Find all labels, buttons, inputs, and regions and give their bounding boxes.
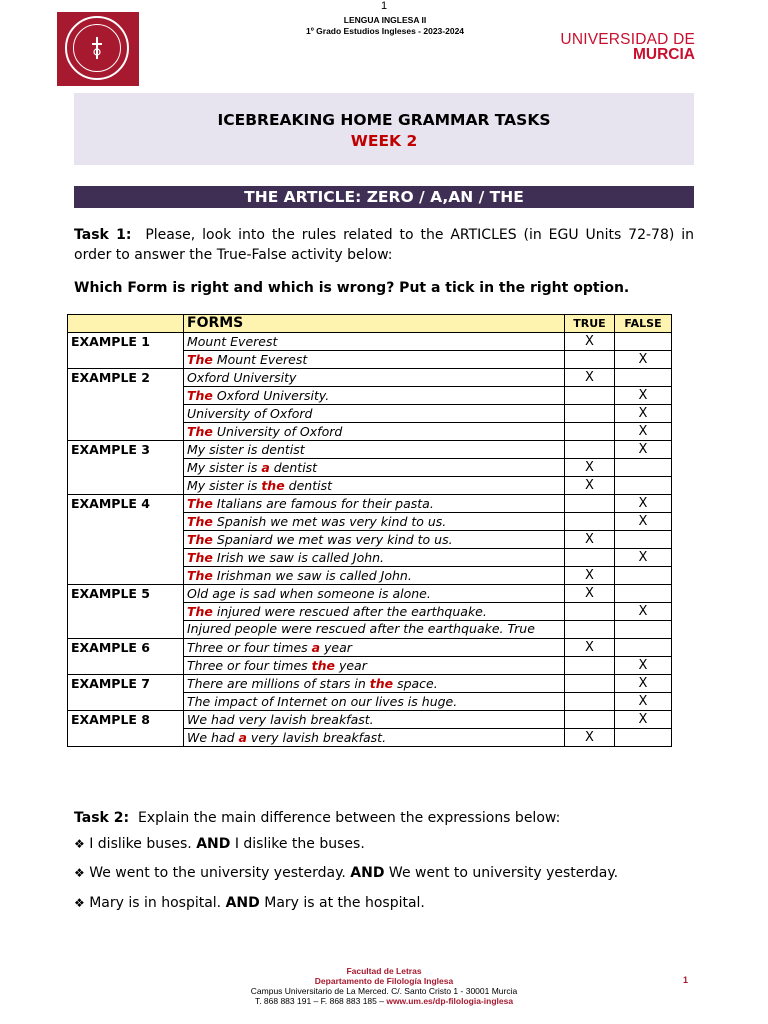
item-2-a: We went to the university yesterday. [89,865,346,881]
task1-question: Which Form is right and which is wrong? Put a tick in the right option. [74,280,630,296]
form-cell [184,459,565,477]
false-mark-cell[interactable]: X [615,423,672,441]
true-mark-cell[interactable] [565,423,615,441]
article-highlight: the [311,658,335,673]
header-true: TRUE [565,315,615,333]
form-text: We had very lavish breakfast. [187,712,374,727]
example-label: EXAMPLE 5 [68,585,184,639]
table-row [68,369,672,387]
item-1-a: I dislike buses. [89,836,192,852]
true-mark-cell[interactable] [565,405,615,423]
form-text: The impact of Internet on our lives is huge. [187,694,458,709]
item-3-and: AND [225,895,260,911]
form-text: We had [187,730,239,745]
example-label: EXAMPLE 7 [68,675,184,711]
task2-item-2 [74,863,694,883]
article-highlight: the [261,478,285,493]
form-cell [184,657,565,675]
form-cell [184,351,565,369]
false-mark-cell[interactable] [615,639,672,657]
task2-paragraph [74,808,694,828]
form-text: Three or four times [187,658,312,673]
form-cell [184,639,565,657]
form-text: Mount Everest [187,334,278,349]
form-cell [184,513,565,531]
form-text: My sister is [187,460,262,475]
task2-item-3 [74,893,694,913]
seal-emblem-icon [90,36,104,60]
item-3-a: Mary is in hospital. [89,895,222,911]
item-3-b: Mary is at the hospital. [264,895,425,911]
form-cell [184,495,565,513]
form-text: year [334,658,367,673]
article-highlight: The [187,550,213,565]
true-mark-cell[interactable]: X [565,531,615,549]
form-text: Oxford University. [212,388,330,403]
false-mark-cell[interactable]: X [615,351,672,369]
header-empty-cell [68,315,184,333]
form-cell [184,693,565,711]
false-mark-cell[interactable]: X [615,495,672,513]
false-mark-cell[interactable] [615,333,672,351]
false-mark-cell[interactable]: X [615,513,672,531]
true-mark-cell[interactable]: X [565,585,615,603]
form-text: very lavish breakfast. [246,730,387,745]
table-header-row [68,315,672,333]
true-mark-cell[interactable] [565,549,615,567]
false-mark-cell[interactable] [615,567,672,585]
table-row [68,495,672,513]
true-mark-cell[interactable] [565,351,615,369]
footer-website-link[interactable]: www.um.es/dp-filologia-inglesa [386,996,514,1006]
form-cell [184,549,565,567]
true-mark-cell[interactable] [565,693,615,711]
false-mark-cell[interactable] [615,477,672,495]
true-mark-cell[interactable] [565,495,615,513]
article-highlight: The [187,424,213,439]
table-row [68,639,672,657]
form-text: University of Oxford [212,424,343,439]
false-mark-cell[interactable]: X [615,441,672,459]
form-cell [184,711,565,729]
footer-address: Campus Universitario de La Merced. C/. Santo Cristo 1 - 30001 Murcia [250,986,518,996]
false-mark-cell[interactable]: X [615,693,672,711]
true-mark-cell[interactable] [565,441,615,459]
table-row [68,333,672,351]
example-label: EXAMPLE 8 [68,711,184,747]
table-row [68,585,672,603]
false-mark-cell[interactable]: X [615,603,672,621]
article-highlight: The [187,388,213,403]
form-text: Irish we saw is called John. [212,550,385,565]
article-highlight: The [187,568,213,583]
true-mark-cell[interactable]: X [565,477,615,495]
task1-text: Please, look into the rules related to the ARTICLES (in EGU Units 72-78) in order to answer the True-False activity below: [74,227,694,263]
task2-text: Explain the main difference between the expressions below: [137,810,561,826]
true-mark-cell[interactable] [565,621,615,639]
article-highlight: The [187,496,213,511]
example-label: EXAMPLE 6 [68,639,184,675]
true-mark-cell[interactable]: X [565,639,615,657]
article-highlight: a [311,640,321,655]
form-text: year [320,640,352,655]
form-cell [184,729,565,747]
footer-contact [0,996,768,1006]
article-highlight: The [187,514,213,529]
form-cell [184,621,565,639]
page-number-bottom: 1 [683,975,689,985]
task2-item-1 [74,834,694,854]
true-mark-cell[interactable] [565,387,615,405]
bullet-icon: ❖ [74,837,85,851]
form-text: Old age is sad when someone is alone. [187,586,431,601]
false-mark-cell[interactable]: X [615,675,672,693]
form-cell [184,405,565,423]
true-mark-cell[interactable]: X [565,369,615,387]
bullet-icon: ❖ [74,866,85,880]
form-cell [184,369,565,387]
course-name: LENGUA INGLESA II [343,15,427,25]
table-row [68,675,672,693]
form-text: Oxford University [187,370,297,385]
form-text: My sister is [187,478,262,493]
false-mark-cell[interactable]: X [615,711,672,729]
section-band: THE ARTICLE: ZERO / A,AN / THE [74,186,694,208]
true-mark-cell[interactable]: X [565,459,615,477]
form-cell [184,477,565,495]
false-mark-cell[interactable]: X [615,405,672,423]
false-mark-cell[interactable] [615,585,672,603]
form-cell [184,603,565,621]
false-mark-cell[interactable] [615,621,672,639]
false-mark-cell[interactable] [615,459,672,477]
table-body [68,333,672,747]
true-mark-cell[interactable]: X [565,333,615,351]
form-text: There are millions of stars in [187,676,370,691]
example-label: EXAMPLE 2 [68,369,184,441]
table-row [68,441,672,459]
item-2-and: AND [350,865,385,881]
form-text: University of Oxford [187,406,313,421]
form-text: Italians are famous for their pasta. [212,496,434,511]
course-year: 1º Grado Estudios Ingleses - 2023-2024 [305,26,465,36]
form-cell [184,441,565,459]
form-text: space. [393,676,438,691]
article-highlight: The [187,352,213,367]
form-text: injured were rescued after the earthquake. [212,604,487,619]
item-1-and: AND [196,836,231,852]
form-cell [184,531,565,549]
page-number-top: 1 [380,0,388,12]
true-mark-cell[interactable] [565,675,615,693]
example-label: EXAMPLE 4 [68,495,184,585]
form-cell [184,567,565,585]
university-name-line1: UNIVERSIDAD DE [560,31,695,48]
example-label: EXAMPLE 1 [68,333,184,369]
articles-true-false-table [67,314,672,747]
item-1-b: I dislike the buses. [234,836,365,852]
false-mark-cell[interactable]: X [615,657,672,675]
form-cell [184,387,565,405]
article-highlight: a [238,730,247,745]
article-highlight: the [369,676,394,691]
false-mark-cell[interactable] [615,369,672,387]
true-mark-cell[interactable] [565,603,615,621]
true-mark-cell[interactable] [565,513,615,531]
form-cell [184,675,565,693]
true-mark-cell[interactable]: X [565,729,615,747]
example-label: EXAMPLE 3 [68,441,184,495]
footer-department: Departamento de Filología Inglesa [314,976,454,986]
form-text: My sister is dentist [187,442,305,457]
true-mark-cell[interactable] [565,657,615,675]
false-mark-cell[interactable] [615,531,672,549]
form-text: Injured people were rescued after the earthquake. True [187,621,535,636]
form-text: dentist [269,460,318,475]
form-text: Irishman we saw is called John. [212,568,412,583]
false-mark-cell[interactable] [615,729,672,747]
footer-faculty: Facultad de Letras [346,966,422,976]
article-highlight: The [187,604,213,619]
task2-label: Task 2: [74,810,130,826]
form-cell [184,585,565,603]
form-cell [184,423,565,441]
week-label: WEEK 2 [350,132,418,150]
true-mark-cell[interactable] [565,711,615,729]
form-text: Spanish we met was very kind to us. [212,514,447,529]
form-text: Mount Everest [212,352,308,367]
false-mark-cell[interactable]: X [615,549,672,567]
form-text: Spaniard we met was very kind to us. [212,532,453,547]
title-box [74,93,694,165]
true-mark-cell[interactable]: X [565,567,615,585]
task1-paragraph [74,225,694,265]
article-highlight: The [187,532,213,547]
form-text: Three or four times [187,640,312,655]
table-row [68,711,672,729]
task1-label: Task 1: [74,227,132,243]
header-forms: FORMS [184,315,565,333]
university-name-line2: MURCIA [633,46,695,63]
university-seal-logo [57,12,139,86]
header-false: FALSE [615,315,672,333]
footer-phone: T. 868 883 191 – F. 868 883 185 – [254,996,387,1006]
bullet-icon: ❖ [74,896,85,910]
article-highlight: a [261,460,270,475]
false-mark-cell[interactable]: X [615,387,672,405]
item-2-b: We went to university yesterday. [388,865,619,881]
form-text: dentist [284,478,332,493]
form-cell [184,333,565,351]
page-title: ICEBREAKING HOME GRAMMAR TASKS [217,111,551,129]
